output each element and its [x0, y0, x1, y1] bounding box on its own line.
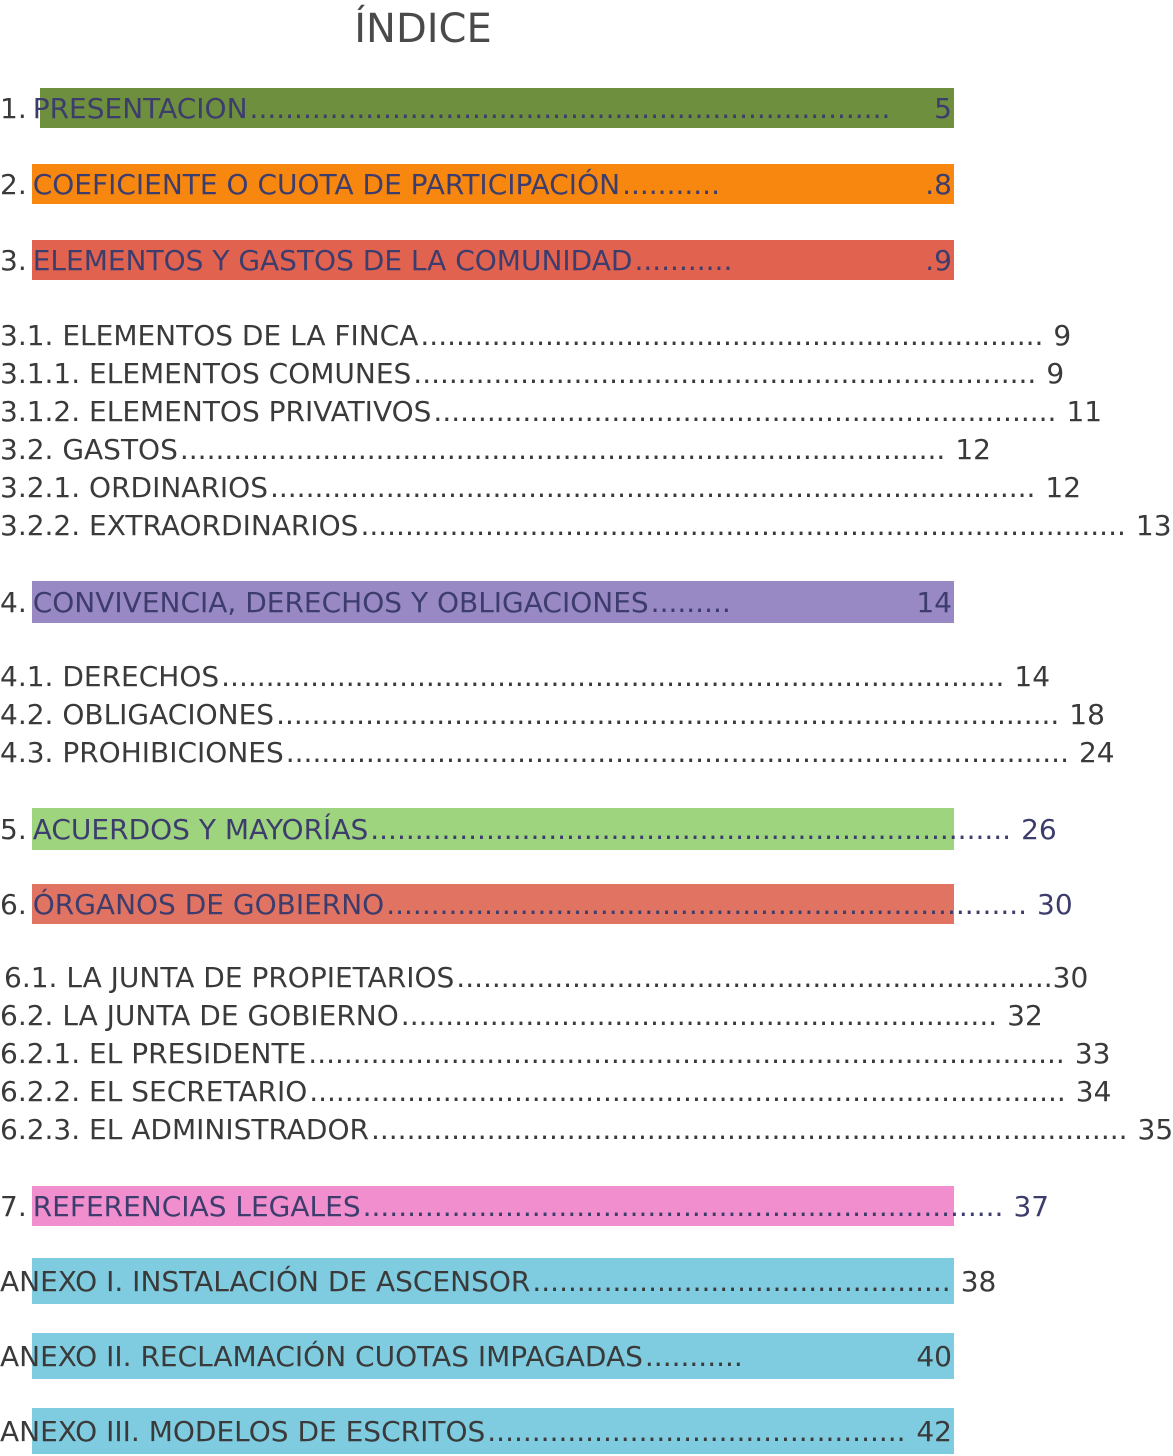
page-number: 26: [1021, 812, 1057, 846]
entry-label: ANEXO II. RECLAMACIÓN CUOTAS IMPAGADAS: [0, 1339, 643, 1373]
toc-subentry[interactable]: [0, 1072, 1112, 1110]
entry-label: 6.2.1. EL PRESIDENTE: [0, 1036, 307, 1070]
page-number: 9: [1053, 318, 1072, 352]
toc-subentry[interactable]: [0, 695, 1105, 733]
dot-leader: ...........: [634, 243, 733, 277]
entry-label: 3.2. GASTOS: [0, 432, 178, 466]
dot-leader: ........................................................................: [386, 887, 1028, 921]
entry-label: 3.1.2. ELEMENTOS PRIVATIVOS: [0, 394, 432, 428]
toc-entry-convivencia[interactable]: [0, 581, 952, 623]
toc-entry-anexo-2[interactable]: [0, 1333, 952, 1379]
dot-leader: ...........: [622, 167, 720, 201]
entry-label: 4.2. OBLIGACIONES: [0, 697, 275, 731]
page-number: 11: [1066, 394, 1103, 428]
dot-leader: ...............................................: [532, 1264, 951, 1298]
dot-leader: ......................................................................................: [269, 470, 1036, 504]
dot-leader: ........................................................................: [362, 1189, 1004, 1223]
toc-entry-anexo-1[interactable]: [0, 1258, 997, 1304]
entry-number: 3.: [0, 243, 27, 277]
toc-entry-anexo-3[interactable]: [0, 1408, 952, 1454]
entry-label: COEFICIENTE O CUOTA DE PARTICIPACIÓN: [32, 167, 621, 201]
dot-leader: ......................................................................................: [179, 432, 946, 466]
entry-label: ELEMENTOS Y GASTOS DE LA COMUNIDAD: [32, 243, 633, 277]
entry-label: CONVIVENCIA, DERECHOS Y OBLIGACIONES: [32, 585, 649, 619]
entry-label: 6.2.3. EL ADMINISTRADOR: [0, 1112, 369, 1146]
page-number: 37: [1013, 1189, 1050, 1223]
toc-entry-acuerdos[interactable]: [0, 808, 1057, 850]
page-number: 38: [960, 1264, 997, 1298]
entry-label: 3.2.1. ORDINARIOS: [0, 470, 268, 504]
dot-leader: .........: [650, 585, 731, 619]
page-number: 24: [1078, 735, 1115, 769]
toc-subentry[interactable]: [4, 958, 1089, 996]
dot-leader: ...................................................................: [456, 960, 1053, 994]
dot-leader: .....................................................................................: [308, 1036, 1065, 1070]
toc-subentry[interactable]: [0, 316, 1072, 354]
entry-label: 4.3. PROHIBICIONES: [0, 735, 284, 769]
entry-number: 6.: [0, 887, 27, 921]
toc-subentry[interactable]: [0, 1034, 1111, 1072]
page-number: 18: [1069, 697, 1105, 731]
entry-label: REFERENCIAS LEGALES: [32, 1189, 361, 1223]
toc-subentry[interactable]: [0, 733, 1115, 771]
entry-label: 3.2.2. EXTRAORDINARIOS: [0, 508, 359, 542]
dot-leader: ......................................................................: [413, 356, 1037, 390]
toc-entry-presentacion[interactable]: [0, 88, 952, 128]
page-number: 13: [1135, 508, 1172, 542]
toc-entry-elementos[interactable]: [0, 240, 952, 280]
dot-leader: ........................................................................................: [276, 697, 1060, 731]
entry-label: 3.1.1. ELEMENTOS COMUNES: [0, 356, 412, 390]
entry-label: ÓRGANOS DE GOBIERNO: [32, 887, 385, 921]
entry-number: 2.: [0, 167, 27, 201]
entry-number: 5.: [0, 812, 27, 846]
dot-leader: .....................................................................................: [309, 1074, 1066, 1108]
entry-label: 3.1. ELEMENTOS DE LA FINCA: [0, 318, 419, 352]
page-number: 14: [1014, 659, 1051, 693]
dot-leader: ......................................................................................: [360, 508, 1126, 542]
toc-subentry[interactable]: [0, 430, 991, 468]
dot-leader: ........................................................................................: [285, 735, 1069, 769]
page-title: ÍNDICE: [354, 6, 492, 52]
page-number: 30: [1052, 960, 1089, 994]
entry-label: ACUERDOS Y MAYORÍAS: [32, 812, 369, 846]
entry-label: 4.1. DERECHOS: [0, 659, 220, 693]
toc-entry-coeficiente[interactable]: [0, 164, 952, 204]
toc-subentry[interactable]: [0, 657, 1051, 695]
page-number: 9: [1046, 356, 1065, 390]
page-number: 35: [1137, 1112, 1173, 1146]
page-number: 40: [916, 1339, 952, 1373]
entry-label: PRESENTACION: [32, 91, 248, 125]
entry-label: 6.2.2. EL SECRETARIO: [0, 1074, 308, 1108]
toc-subentry[interactable]: [0, 468, 1082, 506]
page-number: 32: [1007, 998, 1043, 1032]
dot-leader: ...................................................................: [400, 998, 998, 1032]
dot-leader: ........................................................................................: [221, 659, 1005, 693]
toc-subentry[interactable]: [0, 392, 1103, 430]
toc-entry-organos[interactable]: [0, 884, 1073, 924]
toc-subentry[interactable]: [0, 1110, 1173, 1148]
toc-subentry[interactable]: [0, 506, 1172, 544]
entry-number: 1.: [0, 91, 27, 125]
page-number: 33: [1074, 1036, 1111, 1070]
dot-leader: ...........: [644, 1339, 743, 1373]
entry-label: 6.1. LA JUNTA DE PROPIETARIOS: [4, 960, 455, 994]
page-number: 12: [1045, 470, 1082, 504]
dot-leader: ......................................................................: [433, 394, 1057, 428]
page-number: 14: [916, 585, 952, 619]
entry-label: 6.2. LA JUNTA DE GOBIERNO: [0, 998, 399, 1032]
toc-entry-referencias[interactable]: [0, 1186, 1050, 1226]
dot-leader: ...............................................: [487, 1414, 906, 1448]
page-number: 42: [916, 1414, 952, 1448]
entry-label: ANEXO I. INSTALACIÓN DE ASCENSOR: [0, 1264, 531, 1298]
entry-number: 4.: [0, 585, 27, 619]
page-number: 12: [955, 432, 991, 466]
dot-leader: ........................................................................: [249, 91, 891, 125]
dot-leader: ......................................................................: [420, 318, 1044, 352]
page-number: 5: [934, 91, 952, 125]
toc-subentry[interactable]: [0, 996, 1043, 1034]
dot-leader: ........................................................................: [370, 812, 1012, 846]
dot-leader: .....................................................................................: [370, 1112, 1128, 1146]
entry-number: 7.: [0, 1189, 27, 1223]
toc-subentry[interactable]: [0, 354, 1065, 392]
page-number: .8: [925, 167, 952, 201]
entry-label: ANEXO III. MODELOS DE ESCRITOS: [0, 1414, 486, 1448]
page-number: 34: [1075, 1074, 1112, 1108]
page-number: .9: [925, 243, 952, 277]
page-number: 30: [1037, 887, 1073, 921]
